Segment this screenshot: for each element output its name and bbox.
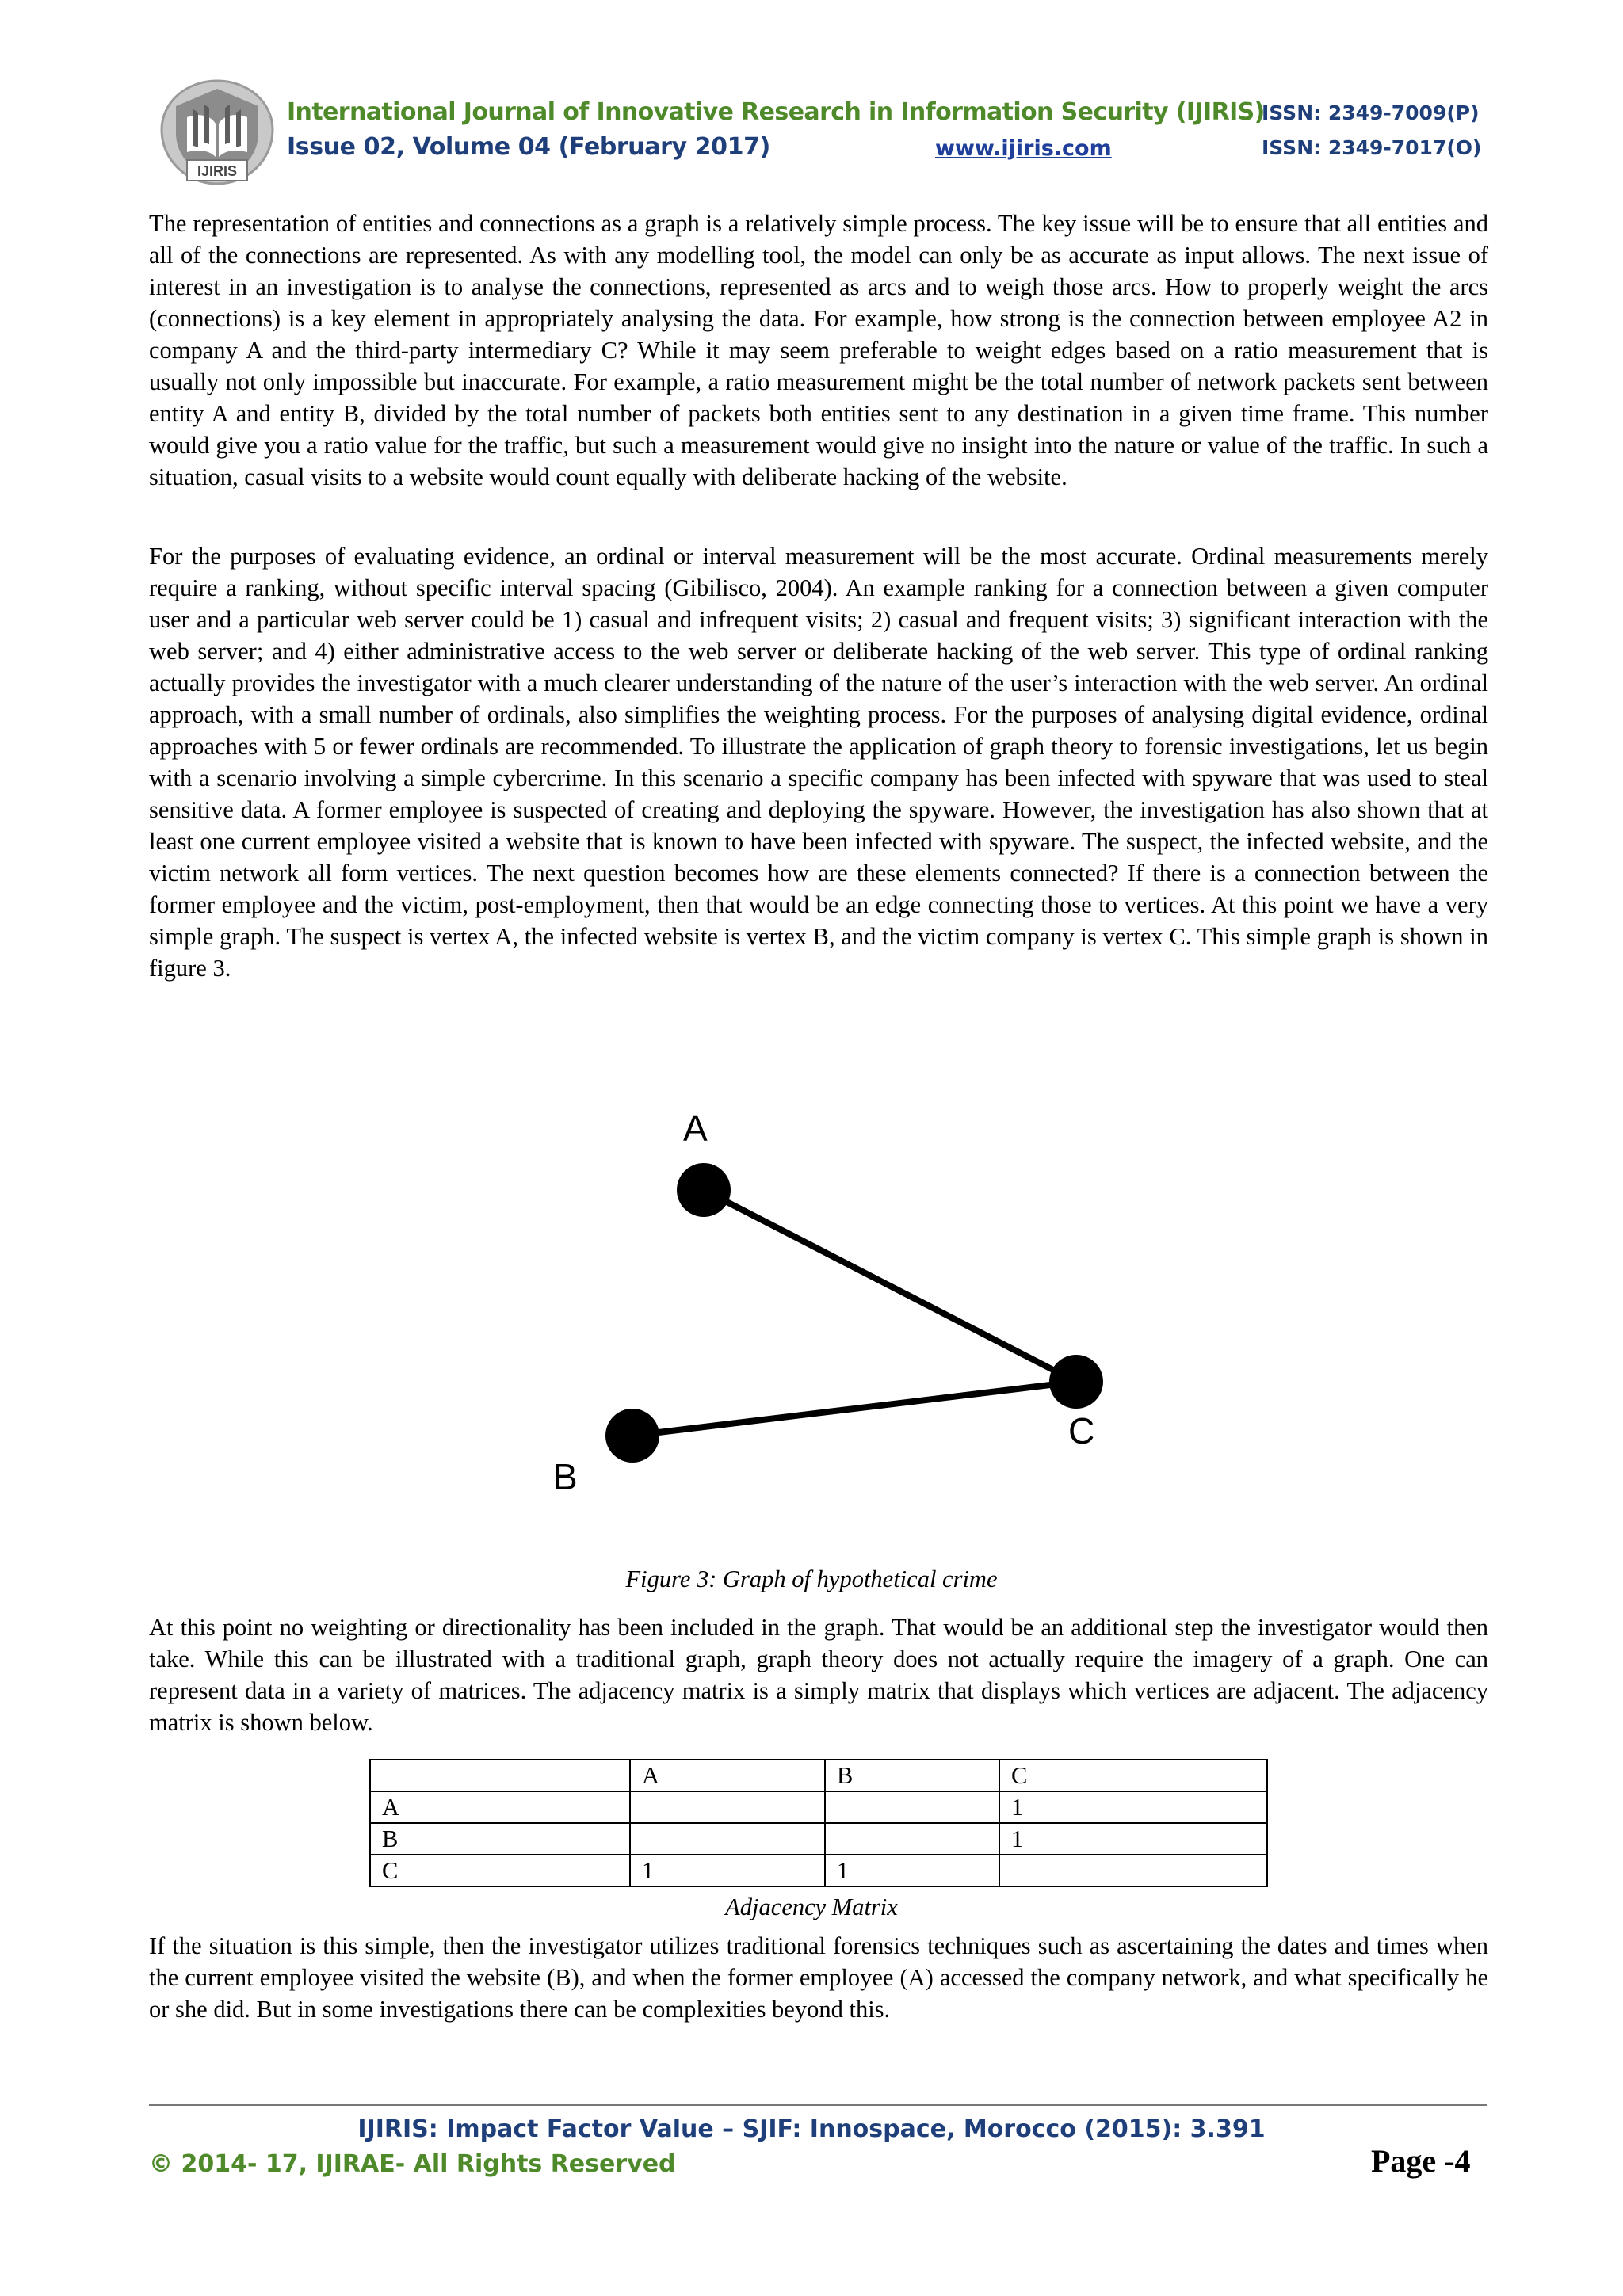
paragraph-forensics-techniques: If the situation is this simple, then the investigator utilizes traditional forensics techniques such as ascertaining the dates and times when the current employee visited the website (B), and when the former employee (A) accessed the company network, and what specifically he or she did. But in some investigations there can be complexities beyond this. (149, 1932, 1488, 2023)
issue-info: Issue 02, Volume 04 (February 2017) (287, 133, 770, 161)
paragraph-ordinal-measurement: For the purposes of evaluating evidence, an ordinal or interval measurement will be the most accurate. Ordinal measurements merely require a ranking, without specific interval spacing (Gibilisco, 2004). An example ranking for a connection between a given computer user and a particular web server could be 1) casual and infrequent visits; 2) casual and frequent visits; 3) significant interaction with the web server; and 4) either administrative access to the web server or deliberate hacking of the web server. This type of ordinal ranking actually provides the investigator with a much clearer understanding of the nature of the user’s interaction with the web server. An ordinal approach, with a small number of ordinals, also simplifies the weighting process. For the purposes of analysing digital evidence, ordinal approaches with 5 or fewer ordinals are recommended. To illustrate the application of graph theory to forensic investigations, let us begin with a scenario involving a simple cybercrime. In this scenario a specific company has been infected with spyware that was used to steal sensitive data. A former employee is suspected of creating and deploying the spyware. However, the investigation has also shown that at least one current employee visited a website that is known to have been infected with spyware. The suspect, the infected website, and the victim network all form vertices. The next question becomes how are these elements connected? If there is a connection between the former employee and the victim, post-employment, then that would be an edge connecting those to vertices. At this point we have a very simple graph. The suspect is vertex A, the infected website is vertex B, and the victim company is vertex C. This simple graph is shown in figure 3. (149, 543, 1488, 982)
vertex-b-label: B (553, 1456, 578, 1497)
footer-divider (149, 2104, 1487, 2106)
copyright: © 2014- 17, IJIRAE- All Rights Reserved (149, 2150, 676, 2178)
journal-logo (155, 78, 279, 187)
paragraph-graph-representation: The representation of entities and connections as a graph is a relatively simple process. The key issue will be to ensure that all entities and all of the connections are represented. As with any modelling tool, the model can only be as accurate as input allows. The next issue of interest in an investigation is to analyse the connections, represented as arcs and to weigh those arcs. How to properly weight the arcs (connections) is a key element in appropriately analysing the data. For example, how strong is the connection between employee A2 in company A and the third-party intermediary C? While it may seem preferable to weight edges based on a ratio measurement that is usually not only impossible but inaccurate. For example, a ratio measurement might be the total number of network packets sent between entity A and entity B, divided by the total number of packets both entities sent to any destination in a given time frame. This number would give you a ratio value for the traffic, but such a measurement would give no insight into the nature or value of the traffic. In such a situation, casual visits to a website would count equally with deliberate hacking of the website. (149, 210, 1488, 490)
vertex-c-label: C (1068, 1410, 1095, 1451)
table-cell: 1 (825, 1855, 999, 1886)
table-cell (999, 1855, 1267, 1886)
table-cell: A (630, 1760, 825, 1791)
table-cell (825, 1823, 999, 1855)
table-cell: 1 (999, 1791, 1267, 1823)
page-number: Page -4 (1371, 2143, 1471, 2179)
paragraph-adjacency-intro: At this point no weighting or directionality has been included in the graph. That would be an additional step the investigator would then take. While this can be illustrated with a traditional graph, graph theory does not actually require the imagery of a graph. One can represent data in a variety of matrices. The adjacency matrix is a simply matrix that displays which vertices are adjacent. The adjacency matrix is shown below. (149, 1614, 1488, 1736)
table-cell (370, 1760, 630, 1791)
edge-a-c (704, 1190, 1076, 1382)
table-cell (630, 1823, 825, 1855)
vertex-a (677, 1163, 731, 1217)
table-cell: C (999, 1760, 1267, 1791)
issn-print: ISSN: 2349-7009(P) (1262, 101, 1480, 124)
table-cell: 1 (630, 1855, 825, 1886)
logo-text: IJIRIS (197, 163, 238, 179)
table-row (370, 1823, 1267, 1855)
impact-factor: IJIRIS: Impact Factor Value – SJIF: Innospace, Morocco (2015): 3.391 (357, 2115, 1266, 2143)
table-cell: B (825, 1760, 999, 1791)
journal-url-link[interactable]: www.ijiris.com (935, 136, 1112, 161)
table-header-row (370, 1760, 1267, 1791)
graph-figure (372, 1030, 1498, 1537)
issn-online: ISSN: 2349-7017(O) (1262, 136, 1482, 159)
table-row (370, 1791, 1267, 1823)
table-cell: 1 (999, 1823, 1267, 1855)
journal-title: International Journal of Innovative Research in Information Security (IJIRIS) (287, 98, 1265, 126)
vertex-a-label: A (683, 1108, 708, 1149)
matrix-caption: Adjacency Matrix (725, 1894, 898, 1920)
vertex-b (605, 1409, 659, 1463)
table-cell: C (370, 1855, 630, 1886)
table-cell (630, 1791, 825, 1823)
table-cell: A (370, 1791, 630, 1823)
adjacency-matrix-table (369, 1759, 1268, 1887)
vertex-c (1049, 1355, 1103, 1409)
edge-b-c (632, 1382, 1076, 1436)
table-cell (825, 1791, 999, 1823)
table-cell: B (370, 1823, 630, 1855)
figure-caption: Figure 3: Graph of hypothetical crime (625, 1566, 998, 1592)
table-row (370, 1855, 1267, 1886)
